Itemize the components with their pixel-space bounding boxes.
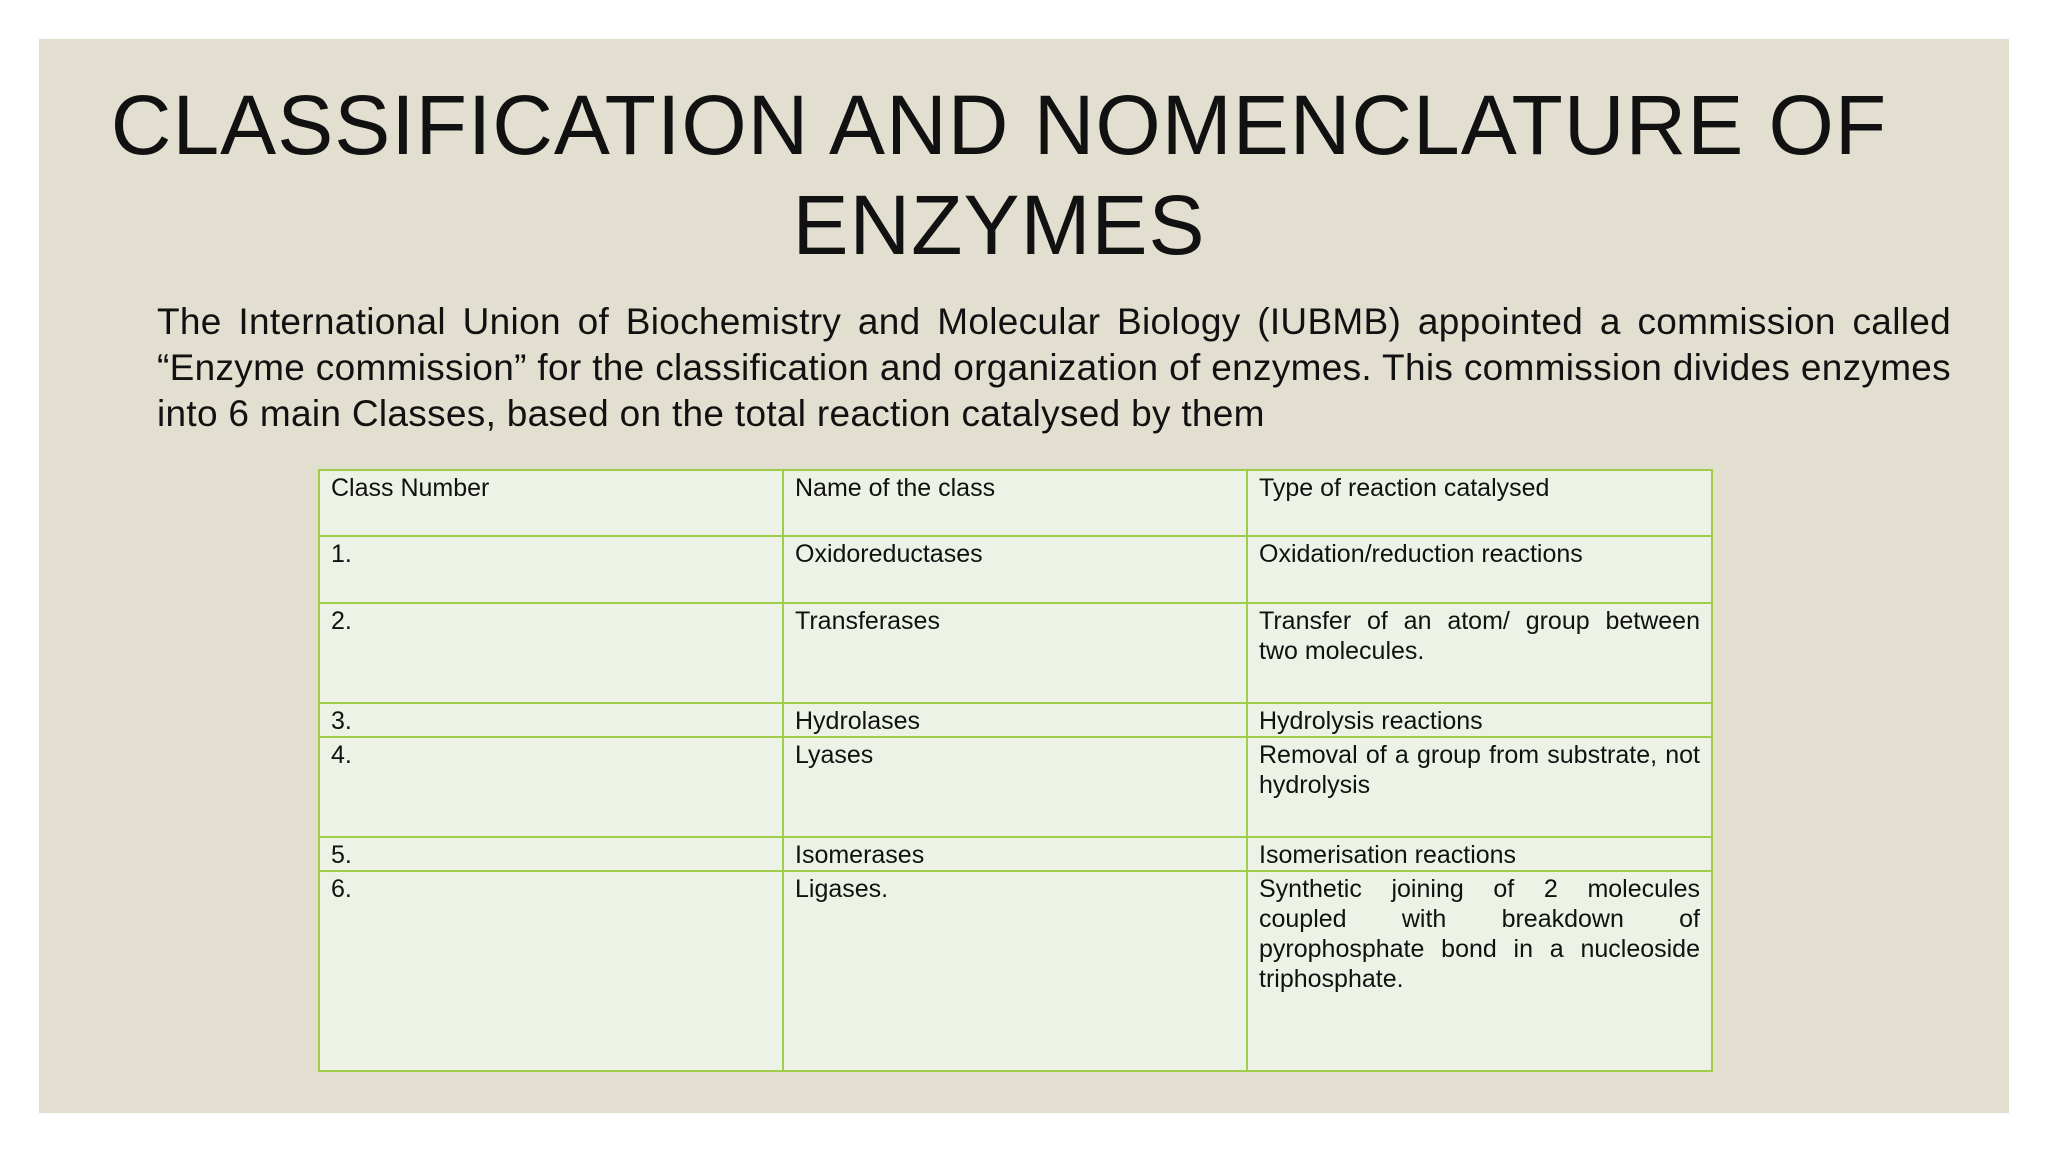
enzyme-class-table: [318, 469, 1713, 1072]
table-row: [319, 603, 1712, 703]
reaction-cell: Synthetic joining of 2 molecules coupled with breakdown of pyrophosphate bond in a nucleoside triphosphate.: [1247, 871, 1712, 1071]
reaction-cell: Hydrolysis reactions: [1247, 703, 1712, 737]
intro-paragraph: The International Union of Biochemistry and Molecular Biology (IUBMB) appointed a commission called “Enzyme commission” for the classification and organization of enzymes. This commission divides enzymes into 6 main Classes, based on the total reaction catalysed by them: [157, 301, 1951, 434]
table-row: [319, 871, 1712, 1071]
class-name-cell: Lyases: [783, 737, 1247, 837]
class-number-cell: 1.: [319, 536, 783, 603]
class-name-cell: Ligases.: [783, 871, 1247, 1071]
reaction-cell: Transfer of an atom/ group between two molecules.: [1247, 603, 1712, 703]
header-class-number: Class Number: [319, 470, 783, 536]
table-row: [319, 703, 1712, 737]
slide-title: CLASSIFICATION AND NOMENCLATURE OF ENZYMES: [110, 78, 1888, 272]
reaction-cell: Oxidation/reduction reactions: [1247, 536, 1712, 603]
reaction-cell: Removal of a group from substrate, not hydrolysis: [1247, 737, 1712, 837]
header-reaction-type: Type of reaction catalysed: [1247, 470, 1712, 536]
class-name-cell: Transferases: [783, 603, 1247, 703]
class-name-cell: Oxidoreductases: [783, 536, 1247, 603]
header-class-name: Name of the class: [783, 470, 1247, 536]
table-row: [319, 837, 1712, 871]
class-number-cell: 3.: [319, 703, 783, 737]
class-name-cell: Isomerases: [783, 837, 1247, 871]
class-name-cell: Hydrolases: [783, 703, 1247, 737]
class-number-cell: 2.: [319, 603, 783, 703]
table-row: [319, 536, 1712, 603]
class-number-cell: 5.: [319, 837, 783, 871]
table-row: [319, 737, 1712, 837]
class-number-cell: 4.: [319, 737, 783, 837]
slide: [39, 39, 2009, 1113]
table-header-row: [319, 470, 1712, 536]
reaction-cell: Isomerisation reactions: [1247, 837, 1712, 871]
class-number-cell: 6.: [319, 871, 783, 1071]
